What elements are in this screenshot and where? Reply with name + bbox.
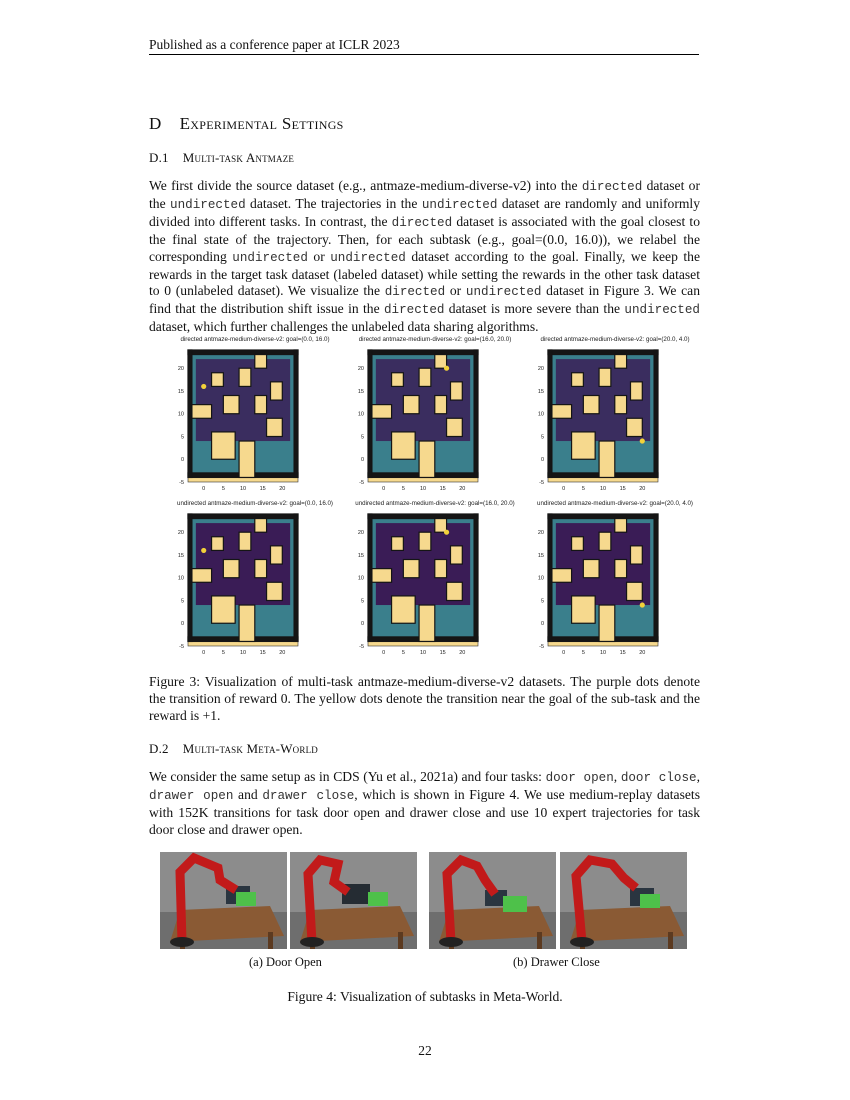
subsection-title-text: Multi-task Meta-World [182,741,318,756]
y-tick-label: 15 [357,388,364,395]
x-tick-label: 10 [419,650,427,656]
subsection-number: D.2 [149,741,169,756]
maze-wall [654,514,658,641]
y-tick-label: 5 [540,434,544,441]
text-run: dataset in Figure 3. We can find that the distribution shift issue in the [149,283,701,317]
maze-plot [520,500,710,665]
y-tick-label: 10 [357,575,364,582]
maze-wall [255,560,267,578]
maze-wall [435,396,447,414]
y-tick-label: 0 [180,621,184,628]
maze-wall [368,350,478,355]
x-tick-label: 5 [221,486,225,492]
maze-wall [212,596,236,623]
maze-wall [599,532,611,550]
x-tick-label: 0 [382,486,386,492]
maze-wall [631,546,643,564]
maze-wall [451,382,463,400]
maze-wall [255,519,267,533]
y-tick-label: 15 [177,552,184,559]
text-run: We consider the same setup as in CDS (Yu et al., 2021a) and four tasks: [149,769,546,784]
goal-point [640,602,645,607]
code-term: drawer close [262,788,355,803]
x-tick-label: 5 [401,486,405,492]
maze-wall [212,373,224,387]
maze-wall [419,441,435,477]
code-term: directed [581,180,643,194]
y-tick-label: 0 [540,621,544,628]
code-term: drawer open [149,788,234,803]
y-tick-label: -5 [179,644,184,650]
maze-wall [372,569,392,583]
running-header: Published as a conference paper at ICLR 2023 [149,37,400,52]
y-tick-label: 15 [537,552,544,559]
y-tick-label: 10 [177,411,184,418]
code-term: undirected [330,250,406,265]
header-rule [149,54,699,55]
maze-wall [255,396,267,414]
subsection-number: D.1 [149,150,169,165]
code-term: door open [545,771,614,785]
paragraph-metaworld [149,769,700,839]
maze-wall [548,350,658,355]
goal-point [640,438,645,443]
y-tick-label: 20 [537,530,544,537]
maze-wall [294,350,298,477]
maze-plot [160,336,350,501]
x-tick-label: 15 [259,650,266,656]
section-number: D [149,114,162,133]
maze-wall [572,537,584,551]
maze-wall [631,382,643,400]
maze-wall [583,560,599,578]
subsection-title-d2 [149,741,318,757]
y-tick-label: 5 [360,434,364,441]
y-tick-label: -5 [539,644,544,650]
text-run: , [696,769,701,784]
code-term: directed [391,215,453,230]
goal-point [201,384,206,389]
code-term: door close [620,771,697,785]
maze-wall [255,355,267,369]
maze-wall [572,596,596,623]
maze-canvas [160,510,350,665]
maze-wall [435,355,447,369]
x-tick-label: 15 [259,486,266,492]
text-run: or [445,283,466,299]
goal-point [444,366,449,371]
page-number: 22 [418,1043,432,1058]
y-tick-label: 15 [177,388,184,395]
x-tick-label: 0 [202,486,206,492]
section-title [149,114,344,134]
x-tick-label: 15 [619,650,626,656]
code-term: undirected [232,250,308,265]
subsection-title-d1 [149,150,294,166]
y-tick-label: 10 [357,411,364,418]
plot-title: undirected antmaze-medium-diverse-v2: goal=(20.0, 4.0) [537,500,693,507]
y-tick-label: 5 [180,598,184,605]
y-tick-label: -5 [359,644,364,650]
maze-wall [572,373,584,387]
x-tick-label: 5 [401,650,405,656]
x-tick-label: 20 [459,650,466,656]
code-term: undirected [421,197,498,212]
maze-wall [447,582,463,600]
robot-photo-2 [290,852,417,949]
goal-point [444,530,449,535]
y-tick-label: 20 [537,366,544,373]
paragraph-antmaze [149,178,700,336]
subfigure-a-label: (a) Door Open [249,955,322,969]
text-run: dataset or the [149,178,700,211]
text-run: We first divide the source dataset (e.g., antmaze-medium-diverse-v2) into the [149,178,582,193]
maze-wall [188,514,298,519]
maze-wall [212,432,236,459]
figure-3-caption: Figure 3: Visualization of multi-task antmaze-medium-diverse-v2 datasets. The purple dots denote the transition of reward 0. The yellow dots denote the transition near the goal of the sub-task and the reward is +1. [149,674,700,723]
x-tick-label: 0 [562,650,566,656]
y-tick-label: -5 [539,480,544,486]
y-tick-label: -5 [359,480,364,486]
maze-wall [552,569,572,583]
code-term: undirected [170,197,246,212]
x-tick-label: 0 [562,486,566,492]
text-run: dataset, which further challenges the unlabeled data sharing algorithms. [149,319,539,335]
maze-wall [239,368,251,386]
plot-title: directed antmaze-medium-diverse-v2: goal=(16.0, 20.0) [358,336,512,343]
code-term: undirected [624,303,700,318]
x-tick-label: 0 [382,650,386,656]
maze-wall [615,355,627,369]
maze-canvas [160,346,350,501]
maze-wall [474,514,478,641]
plot-title: undirected antmaze-medium-diverse-v2: goal=(0.0, 16.0) [177,500,333,507]
maze-wall [447,418,463,436]
maze-wall [451,546,463,564]
x-tick-label: 15 [439,650,446,656]
maze-wall [372,405,392,419]
maze-wall [435,560,447,578]
maze-wall [239,441,255,477]
maze-wall [271,546,283,564]
y-tick-label: 0 [360,457,364,464]
maze-wall [419,532,431,550]
y-tick-label: 5 [360,598,364,605]
text-run: , [613,769,621,784]
maze-wall [267,582,283,600]
y-tick-label: -5 [179,480,184,486]
text-run: dataset is associated with the goal closest to the final state of the trajectory. Then, for each subtask (e.g., goal=(0.0, 16.0)), we relabel the corresponding [149,213,700,264]
text-run: , which is shown in Figure 4. We use medium-replay datasets with 152K transitions for task door open and drawer close and use 10 expert trajectories for task door close and drawer open. [149,786,700,837]
maze-wall [403,396,419,414]
goal-point [201,548,206,553]
y-tick-label: 15 [537,388,544,395]
x-tick-label: 10 [239,486,247,492]
maze-wall [392,596,416,623]
figure-4-caption: Figure 4: Visualization of subtasks in Meta-World. [287,989,563,1004]
maze-wall [392,432,416,459]
x-tick-label: 15 [619,486,626,492]
y-tick-label: 5 [540,598,544,605]
x-tick-label: 5 [581,650,585,656]
code-term: undirected [465,285,542,300]
maze-wall [419,605,435,641]
maze-wall [615,519,627,533]
maze-wall [615,396,627,414]
maze-plot [340,500,530,665]
maze-wall [368,514,478,519]
maze-wall [188,350,298,355]
subfigure-b-label: (b) Drawer Close [513,955,600,969]
maze-wall [294,514,298,641]
y-tick-label: 0 [360,621,364,628]
maze-wall [212,537,224,551]
subsection-title-text: Multi-task Antmaze [182,150,295,165]
maze-wall [403,560,419,578]
code-term: directed [384,285,446,300]
maze-wall [552,405,572,419]
x-tick-label: 20 [279,486,286,492]
maze-wall [583,396,599,414]
y-tick-label: 0 [180,457,184,464]
maze-wall [223,396,239,414]
x-tick-label: 15 [439,486,446,492]
maze-wall [192,569,212,583]
section-title-text: Experimental Settings [179,114,344,133]
maze-wall [548,514,658,519]
x-tick-label: 10 [419,486,427,492]
maze-wall [599,368,611,386]
text-run: or [307,248,331,264]
text-run: dataset are randomly and uniformly divided into different tasks. In contrast, the [149,195,701,229]
code-term: directed [383,303,445,318]
y-tick-label: 5 [180,434,184,441]
maze-wall [392,537,404,551]
text-run: dataset according to the goal. Finally, we keep the rewards in the target task dataset (labeled dataset) while setting the rewards in the other task dataset to 0 (unlabeled dataset). We visualize the [149,248,700,299]
x-tick-label: 5 [221,650,225,656]
maze-wall [435,519,447,533]
maze-wall [599,605,615,641]
robot-photo-1 [160,852,287,949]
y-tick-label: 20 [357,366,364,373]
maze-wall [223,560,239,578]
maze-canvas [520,346,710,501]
maze-plot [340,336,530,501]
text-run: and [233,786,263,802]
maze-wall [474,350,478,477]
x-tick-label: 10 [599,650,607,656]
maze-canvas [340,346,530,501]
x-tick-label: 10 [599,486,607,492]
maze-wall [392,373,404,387]
x-tick-label: 0 [202,650,206,656]
maze-wall [192,405,212,419]
maze-wall [627,418,643,436]
y-tick-label: 20 [357,530,364,537]
y-tick-label: 0 [540,457,544,464]
x-tick-label: 20 [639,486,646,492]
text-run: dataset. The trajectories in the [245,195,422,211]
plot-title: directed antmaze-medium-diverse-v2: goal=(20.0, 4.0) [540,336,690,343]
robot-photo-4 [560,852,687,949]
x-tick-label: 5 [581,486,585,492]
maze-wall [654,350,658,477]
maze-plot [520,336,710,501]
y-tick-label: 10 [537,411,544,418]
maze-wall [267,418,283,436]
maze-wall [271,382,283,400]
maze-canvas [340,510,530,665]
robot-photo-3 [429,852,556,949]
y-tick-label: 20 [177,366,184,373]
maze-canvas [520,510,710,665]
y-tick-label: 20 [177,530,184,537]
maze-plot [160,500,350,665]
maze-wall [419,368,431,386]
x-tick-label: 10 [239,650,247,656]
maze-wall [627,582,643,600]
maze-wall [572,432,596,459]
maze-wall [615,560,627,578]
plot-title: directed antmaze-medium-diverse-v2: goal=(0.0, 16.0) [180,336,330,343]
plot-title: undirected antmaze-medium-diverse-v2: goal=(16.0, 20.0) [355,500,515,507]
text-run: dataset is more severe than the [444,301,625,317]
y-tick-label: 10 [537,575,544,582]
y-tick-label: 10 [177,575,184,582]
maze-wall [239,605,255,641]
y-tick-label: 15 [357,552,364,559]
maze-wall [599,441,615,477]
x-tick-label: 20 [279,650,286,656]
x-tick-label: 20 [639,650,646,656]
maze-wall [239,532,251,550]
x-tick-label: 20 [459,486,466,492]
